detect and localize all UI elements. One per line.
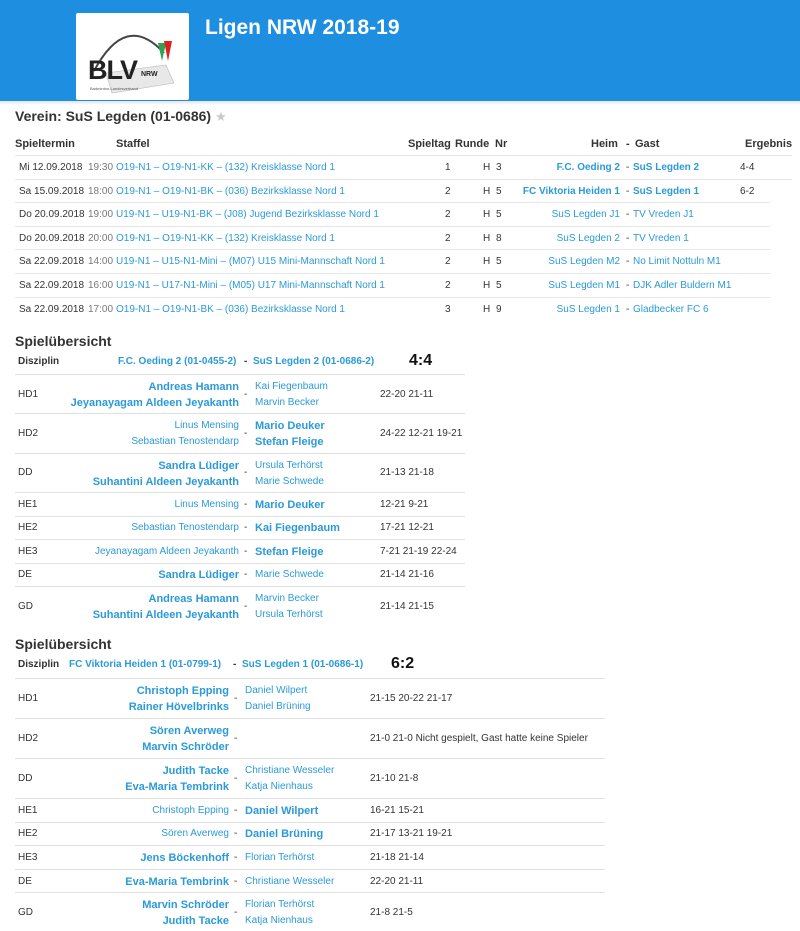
match-row — [15, 453, 465, 492]
fixture-staffel-link[interactable]: O19-N1 – O19-N1-KK – (132) Kreisklasse Nord 1 — [116, 162, 335, 173]
overview1-home-team-link[interactable]: F.C. Oeding 2 (01-0455-2) — [118, 356, 237, 367]
home-player-link[interactable]: Judith Tacke — [162, 765, 229, 777]
guest-player-link[interactable]: Stefan Fleige — [255, 545, 324, 558]
guest-player-link[interactable]: Katja Nienhaus — [245, 915, 313, 927]
fixture-away-team-link[interactable]: SuS Legden 1 — [633, 185, 700, 197]
home-player-link[interactable]: Andreas Hamann — [148, 381, 239, 393]
home-player-link[interactable]: Suhantini Aldeen Jeyakanth — [92, 475, 239, 488]
fixture-staffel-link[interactable]: O19-N1 – O19-N1-BK – (036) Bezirksklasse Nord 1 — [116, 185, 345, 197]
match-result: 21-10 21-8 — [370, 773, 419, 784]
match-row — [15, 678, 605, 718]
match-result: 22-20 21-11 — [370, 875, 424, 887]
fixture-home-team-link[interactable]: SuS Legden J1 — [551, 209, 620, 221]
match-row — [15, 539, 465, 563]
fixture-row[interactable] — [15, 297, 770, 320]
overview2-sep: - — [233, 659, 237, 670]
fixture-home-team-link[interactable]: SuS Legden M1 — [548, 280, 620, 291]
match-result: 7-21 21-19 22-24 — [380, 545, 457, 557]
fixture-date: Sa 22.09.2018 — [19, 280, 85, 291]
match-sep: - — [234, 733, 238, 744]
match-row — [15, 374, 465, 413]
fixture-spieltag: 2 — [445, 232, 451, 244]
match-sep: - — [244, 498, 248, 510]
guest-player-link[interactable]: Katja Nienhaus — [245, 781, 313, 792]
fixture-nr: 8 — [496, 232, 502, 244]
match-result: 21-14 21-15 — [380, 600, 434, 612]
logo-text: BLV — [88, 55, 137, 85]
fixture-sep: - — [626, 209, 630, 221]
fixture-home-team-link[interactable]: F.C. Oeding 2 — [556, 162, 620, 173]
home-player-link[interactable]: Sebastian Tenostendarp — [131, 522, 239, 534]
fixture-nr: 3 — [496, 162, 502, 173]
fixture-home-team-link[interactable]: FC Viktoria Heiden 1 — [522, 185, 620, 197]
guest-player-link[interactable]: Ursula Terhörst — [255, 459, 323, 471]
match-discipline: DD — [18, 773, 33, 784]
guest-player-link[interactable]: Ursula Terhörst — [255, 609, 323, 621]
home-player-link[interactable]: Linus Mensing — [174, 498, 239, 510]
match-row — [15, 869, 605, 893]
match-result: 21-8 21-5 — [370, 907, 413, 919]
fixture-staffel-link[interactable]: U19-N1 – U19-N1-BK – (J08) Jugend Bezirksklasse Nord 1 — [116, 209, 379, 221]
club-title — [15, 108, 227, 125]
fixture-sep: - — [626, 256, 630, 268]
overview2-score: 6:2 — [391, 655, 415, 672]
match-row — [15, 822, 605, 846]
guest-player-link[interactable]: Christiane Wesseler — [245, 765, 335, 776]
fixture-row[interactable] — [15, 179, 792, 202]
home-player-link[interactable]: Jeyanayagam Aldeen Jeyakanth — [95, 545, 239, 557]
match-discipline: GD — [18, 907, 33, 919]
match-sep: - — [244, 467, 248, 479]
fixture-nr: 5 — [496, 185, 502, 197]
overview1-score: 4:4 — [409, 352, 433, 369]
guest-player-link[interactable]: Marvin Becker — [255, 593, 319, 605]
fixture-spieltag: 1 — [445, 162, 451, 173]
match-discipline: HE1 — [18, 804, 38, 816]
guest-player-link[interactable]: Stefan Fleige — [255, 436, 324, 449]
col-header-gast: Gast — [635, 138, 660, 150]
match-discipline: HD1 — [18, 693, 39, 704]
guest-player-link[interactable]: Daniel Wilpert — [245, 685, 308, 696]
header-shadow — [0, 101, 800, 105]
fixture-home-team-link[interactable]: SuS Legden M2 — [548, 256, 620, 268]
fixture-away-team-link[interactable]: Gladbecker FC 6 — [633, 303, 709, 315]
match-row — [15, 586, 465, 625]
match-result: 17-21 12-21 — [380, 522, 434, 534]
match-discipline: HD2 — [18, 733, 39, 744]
favorite-star-icon[interactable]: ★ — [215, 109, 227, 124]
guest-player-link[interactable]: Christiane Wesseler — [245, 875, 335, 887]
fixture-time: 14:00 — [88, 256, 114, 268]
match-discipline: HD2 — [18, 427, 39, 439]
fixture-runde: H — [483, 256, 491, 268]
col-header-date: Spieltermin — [15, 138, 75, 150]
fixture-home-team-link[interactable]: SuS Legden 2 — [556, 232, 620, 244]
match-sep: - — [244, 569, 248, 581]
app-header — [0, 0, 800, 101]
fixture-away-team-link[interactable]: DJK Adler Buldern M1 — [633, 280, 732, 291]
fixture-row[interactable] — [15, 249, 770, 272]
home-player-link[interactable]: Marvin Schröder — [142, 741, 229, 753]
col-header-sep: - — [626, 138, 630, 150]
guest-player-link[interactable]: Mario Deuker — [255, 420, 325, 433]
fixture-date: Sa 15.09.2018 — [19, 185, 85, 197]
guest-player-link[interactable]: Florian Terhörst — [245, 851, 315, 863]
col-header-nr: Nr — [495, 138, 508, 150]
col-header-runde: Runde — [455, 138, 490, 150]
fixture-away-team-link[interactable]: TV Vreden J1 — [633, 209, 694, 221]
match-row — [15, 413, 465, 452]
fixture-staffel-link[interactable]: U19-N1 – U17-N1-Mini – (M05) U17 Mini-Mannschaft Nord 1 — [116, 280, 385, 291]
match-discipline: HE1 — [18, 498, 38, 510]
fixture-sep: - — [626, 303, 630, 315]
blv-logo[interactable] — [76, 13, 189, 100]
home-player-link[interactable]: Jeyanayagam Aldeen Jeyakanth — [70, 397, 239, 409]
overview2-disziplin-header: Disziplin — [18, 659, 60, 670]
fixture-away-team-link[interactable]: TV Vreden 1 — [633, 232, 689, 244]
home-player-link[interactable]: Linus Mensing — [174, 420, 239, 432]
overview1-sep: - — [244, 356, 248, 367]
fixture-runde: H — [483, 209, 491, 221]
guest-player-link[interactable]: Daniel Brüning — [245, 828, 324, 841]
fixture-runde: H — [483, 232, 491, 244]
fixture-sep: - — [626, 185, 630, 197]
match-result: 21-15 20-22 21-17 — [370, 693, 453, 704]
fixture-time: 19:00 — [88, 209, 114, 221]
fixture-date: Mi 12.09.2018 — [19, 162, 83, 173]
fixture-nr: 5 — [496, 209, 502, 221]
page-title: Ligen NRW 2018-19 — [205, 16, 400, 39]
match-sep: - — [234, 875, 238, 887]
match-discipline: HE2 — [18, 828, 38, 840]
home-player-link[interactable]: Marvin Schröder — [142, 899, 229, 912]
home-player-link[interactable]: Sandra Lüdiger — [158, 569, 239, 582]
fixture-sep: - — [626, 232, 630, 244]
guest-player-link[interactable]: Kai Fiegenbaum — [255, 381, 328, 392]
fixture-row[interactable] — [15, 226, 770, 249]
fixture-sep: - — [626, 280, 630, 291]
fixture-staffel-link[interactable]: O19-N1 – O19-N1-BK – (036) Bezirksklasse Nord 1 — [116, 303, 345, 315]
fixture-away-team-link[interactable]: No Limit Nottuln M1 — [633, 256, 721, 268]
guest-player-link[interactable]: Daniel Brüning — [245, 701, 311, 712]
fixture-spieltag: 2 — [445, 280, 451, 291]
fixture-time: 18:00 — [88, 185, 114, 197]
fixture-staffel-link[interactable]: U19-N1 – U15-N1-Mini – (M07) U15 Mini-Mannschaft Nord 1 — [116, 256, 385, 268]
guest-player-link[interactable]: Marie Schwede — [255, 569, 324, 581]
match-discipline: DE — [18, 569, 32, 581]
guest-player-link[interactable]: Marvin Becker — [255, 397, 319, 408]
match-discipline: GD — [18, 600, 33, 612]
fixture-nr: 5 — [496, 280, 502, 291]
match-row — [15, 492, 465, 516]
match-discipline: HE3 — [18, 545, 38, 557]
fixture-time: 17:00 — [88, 303, 114, 315]
home-player-link[interactable]: Rainer Hövelbrinks — [128, 701, 229, 713]
match-result: 21-14 21-16 — [380, 569, 434, 581]
home-player-link[interactable]: Andreas Hamann — [148, 593, 239, 606]
fixture-date: Sa 22.09.2018 — [19, 303, 85, 315]
logo-nrw: NRW — [141, 71, 158, 78]
match-row — [15, 718, 605, 758]
match-sep: - — [244, 388, 248, 400]
match-row — [15, 516, 465, 540]
overview2-away-team-link[interactable]: SuS Legden 1 (01-0686-1) — [242, 659, 364, 670]
home-player-link[interactable]: Sören Averweg — [161, 828, 229, 840]
home-player-link[interactable]: Christoph Epping — [136, 685, 229, 697]
match-row — [15, 563, 465, 587]
match-sep: - — [234, 804, 238, 816]
match-sep: - — [234, 693, 238, 704]
match-result: 21-0 21-0 Nicht gespielt, Gast hatte keine Spieler — [370, 733, 588, 744]
match-result: 12-21 9-21 — [380, 498, 429, 510]
guest-player-link[interactable]: Daniel Wilpert — [245, 804, 319, 817]
overview1-disziplin-header: Disziplin — [18, 356, 60, 367]
fixture-runde: H — [483, 303, 491, 315]
match-sep: - — [244, 600, 248, 612]
home-player-link[interactable]: Suhantini Aldeen Jeyakanth — [92, 609, 239, 622]
fixture-date: Do 20.09.2018 — [19, 209, 85, 221]
match-row — [15, 845, 605, 869]
club-title-text: Verein: SuS Legden (01-0686) — [15, 108, 212, 124]
fixture-staffel-link[interactable]: O19-N1 – O19-N1-KK – (132) Kreisklasse Nord 1 — [116, 232, 335, 244]
fixture-runde: H — [483, 280, 491, 291]
fixture-result: 4-4 — [740, 162, 755, 173]
match-sep: - — [234, 773, 238, 784]
guest-player-link[interactable]: Kai Fiegenbaum — [255, 522, 340, 535]
guest-player-link[interactable]: Mario Deuker — [255, 498, 325, 511]
fixture-result: 6-2 — [740, 185, 755, 197]
fixture-nr: 9 — [496, 303, 502, 315]
match-row — [15, 892, 605, 931]
fixture-nr: 5 — [496, 256, 502, 268]
home-player-link[interactable]: Eva-Maria Tembrink — [125, 875, 229, 888]
fixture-date: Sa 22.09.2018 — [19, 256, 85, 268]
match-result: 24-22 12-21 19-21 — [380, 427, 463, 439]
match-discipline: DD — [18, 467, 33, 479]
fixture-spieltag: 2 — [445, 256, 451, 268]
home-player-link[interactable]: Judith Tacke — [162, 915, 229, 928]
home-player-link[interactable]: Sebastian Tenostendarp — [131, 436, 239, 448]
match-result: 16-21 15-21 — [370, 804, 424, 816]
guest-player-link[interactable]: Marie Schwede — [255, 475, 324, 487]
fixture-runde: H — [483, 162, 491, 173]
fixture-date: Do 20.09.2018 — [19, 232, 85, 244]
logo-subtitle: Badminton-Landesverband — [90, 86, 139, 91]
match-result: 22-20 21-11 — [380, 388, 434, 400]
overview2-home-team-link[interactable]: FC Viktoria Heiden 1 (01-0799-1) — [69, 659, 222, 670]
col-header-heim: Heim — [591, 138, 618, 150]
match-row — [15, 798, 605, 822]
match-sep: - — [244, 522, 248, 534]
fixture-time: 16:00 — [88, 280, 114, 291]
fixture-time: 20:00 — [88, 232, 114, 244]
match-row — [15, 758, 605, 798]
fixture-away-team-link[interactable]: SuS Legden 2 — [633, 162, 700, 173]
fixture-runde: H — [483, 185, 491, 197]
col-header-spieltag: Spieltag — [408, 138, 451, 150]
match-sep: - — [244, 427, 248, 439]
fixture-spieltag: 2 — [445, 185, 451, 197]
fixture-row[interactable] — [15, 155, 792, 178]
match-sep: - — [234, 828, 238, 840]
home-player-link[interactable]: Sören Averweg — [149, 725, 229, 737]
overview2-title: Spielübersicht — [15, 636, 112, 652]
fixture-home-team-link[interactable]: SuS Legden 1 — [556, 303, 620, 315]
fixture-time: 19:30 — [88, 162, 114, 173]
match-sep: - — [234, 851, 238, 863]
home-player-link[interactable]: Jens Böckenhoff — [140, 851, 229, 864]
match-sep: - — [244, 545, 248, 557]
fixture-sep: - — [626, 162, 630, 173]
home-player-link[interactable]: Sandra Lüdiger — [158, 459, 239, 472]
fixture-spieltag: 3 — [445, 303, 451, 315]
col-header-staffel: Staffel — [116, 138, 150, 150]
fixture-row[interactable] — [15, 273, 770, 296]
col-header-ergebnis: Ergebnis — [745, 138, 793, 150]
overview1-away-team-link[interactable]: SuS Legden 2 (01-0686-2) — [253, 356, 375, 367]
match-result: 21-13 21-18 — [380, 467, 434, 479]
match-discipline: DE — [18, 875, 32, 887]
fixture-spieltag: 2 — [445, 209, 451, 221]
match-discipline: HE2 — [18, 522, 38, 534]
overview1-title: Spielübersicht — [15, 333, 112, 349]
match-result: 21-18 21-14 — [370, 851, 424, 863]
home-player-link[interactable]: Eva-Maria Tembrink — [125, 781, 229, 793]
match-sep: - — [234, 907, 238, 919]
match-discipline: HD1 — [18, 388, 39, 400]
fixture-row[interactable] — [15, 202, 770, 225]
match-discipline: HE3 — [18, 851, 38, 863]
home-player-link[interactable]: Christoph Epping — [152, 804, 229, 816]
match-result: 21-17 13-21 19-21 — [370, 828, 453, 840]
guest-player-link[interactable]: Florian Terhörst — [245, 899, 315, 911]
